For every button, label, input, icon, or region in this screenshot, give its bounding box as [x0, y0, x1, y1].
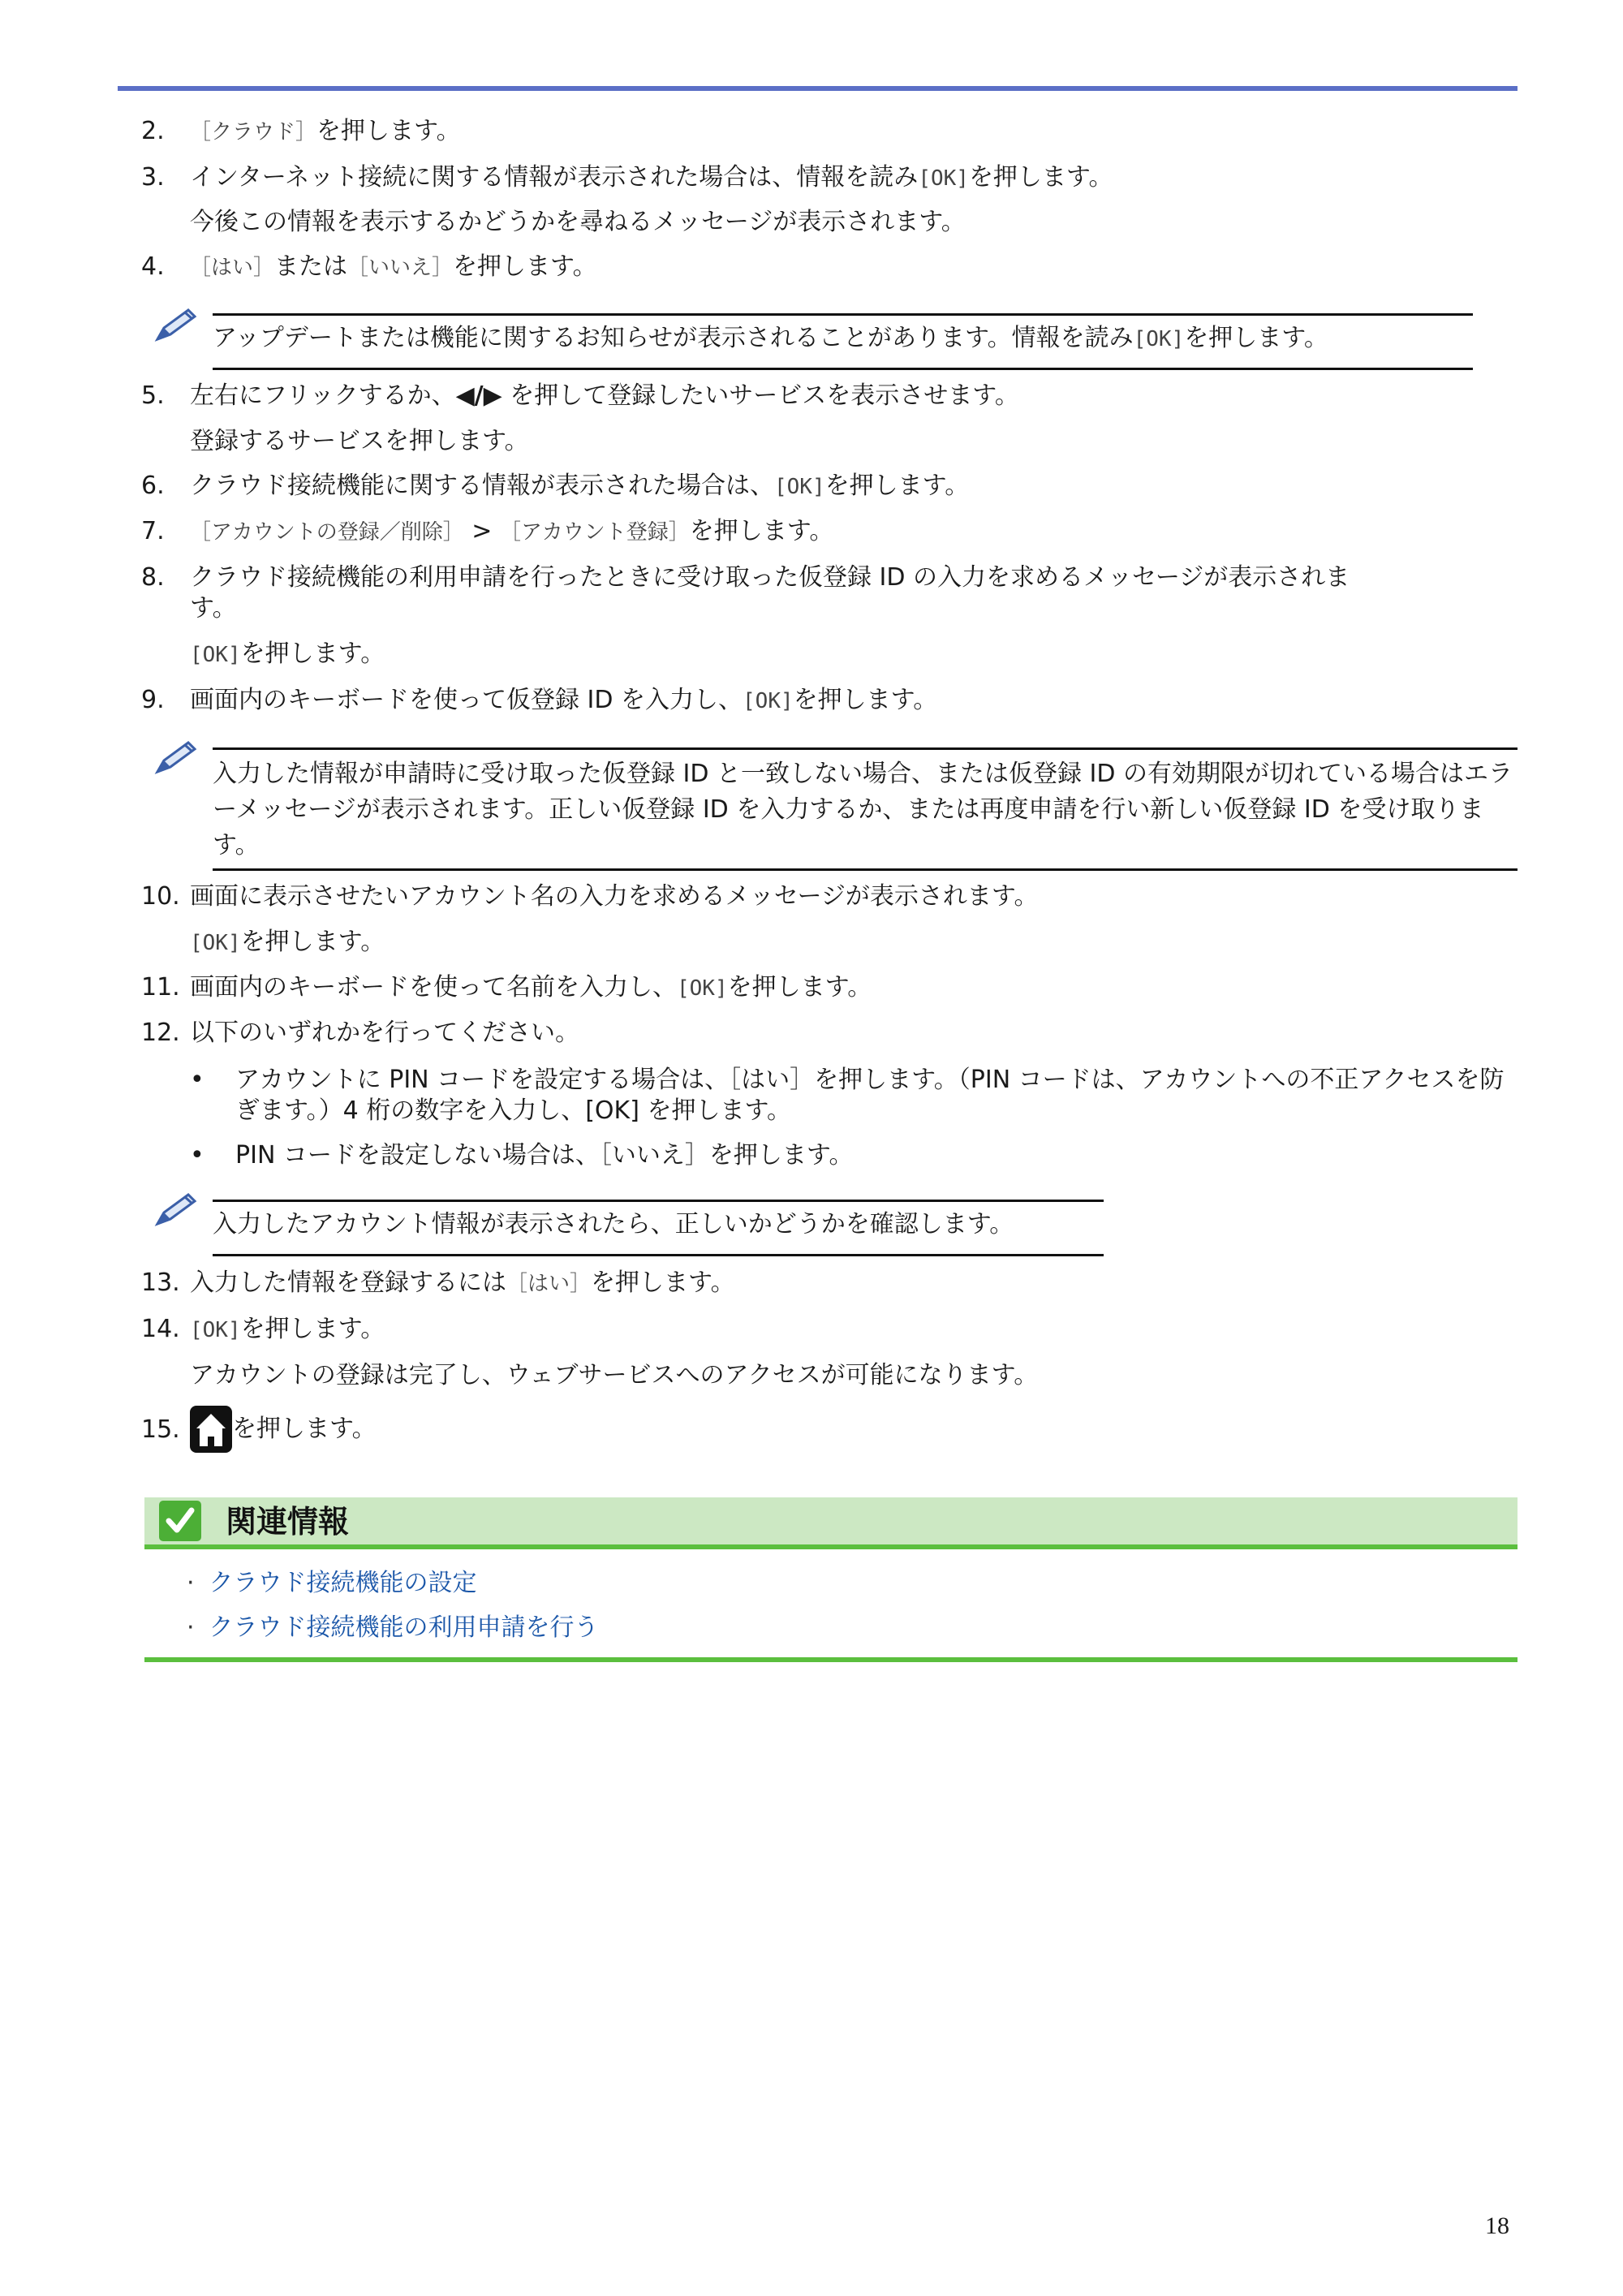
step-text	[190, 1269, 735, 1299]
step-text-part: インターネット接続に関する情報が表示された場合は、情報を読み	[190, 163, 919, 192]
step-text	[190, 1406, 377, 1453]
step-text	[190, 117, 461, 147]
related-info-heading: 関連情報	[226, 1504, 350, 1540]
note-confirm-account	[213, 1200, 1104, 1256]
button-name: ［はい］	[190, 256, 275, 280]
step-number: 3.	[141, 163, 165, 192]
step-8-continuation	[190, 640, 385, 670]
button-name: ［クラウド］	[190, 120, 317, 144]
button-name: [OK]	[190, 931, 241, 955]
button-name: [OK]	[918, 166, 969, 191]
step-text-part: を押します。	[727, 973, 872, 1002]
step-text	[190, 163, 1113, 193]
step-text-part: を押します。	[453, 252, 597, 281]
arrow-keys-icon: ◀/▶	[455, 381, 502, 410]
pencil-icon	[153, 1191, 201, 1227]
note-text-part: アップデートまたは機能に関するお知らせが表示されることがあります。情報を読み	[213, 324, 1134, 352]
step-14-continuation: アカウントの登録は完了し、ウェブサービスへのアクセスが可能になります。	[190, 1361, 1039, 1389]
step-number: 8.	[141, 563, 165, 592]
step-text: 以下のいずれかを行ってください。	[190, 1019, 579, 1047]
bullet-text: アカウントに PIN コードを設定する場合は、［はい］を押します。（PIN コードは、アカウントへの不正アクセスを防ぎます。）4 桁の数字を入力し、[OK] を押します。	[235, 1066, 1505, 1125]
step-text-part: クラウド接続機能に関する情報が表示された場合は、	[190, 472, 774, 500]
bullet-dot: •	[190, 1141, 204, 1170]
note-text-part: を押します。	[1184, 324, 1328, 352]
step-text-part: を押します。	[240, 640, 385, 668]
step-number: 6.	[141, 472, 165, 500]
bullet-text: PIN コードを設定しない場合は、［いいえ］を押します。	[235, 1141, 854, 1170]
step-text-part: を押します。	[689, 517, 834, 545]
link-bullet: ·	[187, 1569, 195, 1597]
top-rule	[118, 86, 1518, 91]
step-text-part: を押します。	[591, 1269, 735, 1297]
pencil-icon	[153, 739, 201, 775]
step-text-part: 画面内のキーボードを使って仮登録 ID を入力し、	[190, 686, 743, 714]
related-link-settings[interactable]	[187, 1569, 477, 1598]
related-link-apply[interactable]	[187, 1613, 599, 1643]
step-text-part: を押します。	[968, 163, 1113, 192]
step-number: 5.	[141, 381, 165, 410]
step-text	[190, 1315, 385, 1345]
step-10-continuation	[190, 928, 385, 958]
button-name: ［アカウント登録］	[499, 520, 690, 545]
step-text-part: を押します。	[240, 928, 385, 956]
button-name: [OK]	[677, 976, 728, 1001]
button-name: [OK]	[190, 1318, 241, 1342]
step-text-line-1: クラウド接続機能の利用申請を行ったときに受け取った仮登録 ID の入力を求めるメッセージが表示されま	[190, 563, 1350, 592]
step-text	[190, 472, 969, 502]
button-name: [OK]	[743, 689, 794, 713]
step-text-part: を押します。	[793, 686, 938, 714]
step-text	[190, 686, 937, 716]
pencil-icon	[153, 307, 201, 342]
home-icon	[190, 1406, 232, 1453]
step-number: 4.	[141, 252, 165, 281]
button-name: ［アカウントの登録／削除］	[190, 520, 464, 545]
step-text	[190, 973, 872, 1003]
step-text-part: を押して登録したいサービスを表示させます。	[510, 381, 1019, 410]
button-name: ［いいえ］	[347, 256, 454, 280]
step-number: 7.	[141, 517, 165, 545]
step-number: 13.	[141, 1269, 180, 1297]
step-number: 10.	[141, 882, 180, 911]
step-number: 9.	[141, 686, 165, 714]
step-text	[190, 381, 1019, 411]
button-name: [OK]	[190, 643, 241, 667]
step-5-continuation: 登録するサービスを押します。	[190, 427, 529, 455]
note-update-info	[213, 313, 1473, 370]
bullet-dot: •	[190, 1066, 204, 1094]
step-number: 12.	[141, 1019, 180, 1047]
step-text-part: を押します。	[232, 1415, 377, 1443]
step-text-part: 左右にフリックするか、	[190, 381, 456, 410]
step-8-line-2: す。	[190, 594, 237, 622]
note-text	[213, 324, 1328, 352]
button-name: [OK]	[1133, 327, 1185, 351]
step-text-part: を押します。	[316, 117, 461, 145]
note-text: 入力したアカウント情報が表示されたら、正しいかどうかを確認します。	[213, 1210, 1014, 1238]
related-info-header	[144, 1497, 1518, 1549]
step-text: 画面に表示させたいアカウント名の入力を求めるメッセージが表示されます。	[190, 882, 1039, 911]
step-text-part: を押します。	[240, 1315, 385, 1343]
link-label[interactable]: クラウド接続機能の設定	[209, 1569, 477, 1597]
note-text: 入力した情報が申請時に受け取った仮登録 ID と一致しない場合、または仮登録 ID の有効期限が切れている場合はエラーメッセージが表示されます。正しい仮登録 ID を入力するか、または再度申請を行い新しい仮登録 ID を受け取ります。	[213, 760, 1513, 859]
link-label[interactable]: クラウド接続機能の利用申請を行う	[209, 1613, 599, 1642]
separator: >	[463, 517, 500, 545]
link-bullet: ·	[187, 1613, 195, 1642]
step-text-part: 画面内のキーボードを使って名前を入力し、	[190, 973, 677, 1002]
button-name: ［はい］	[506, 1272, 592, 1296]
step-text-part: を押します。	[824, 472, 970, 500]
step-text	[190, 517, 833, 547]
step-text	[190, 252, 597, 282]
checkmark-icon	[159, 1501, 201, 1541]
note-id-mismatch	[213, 747, 1518, 871]
bottom-rule	[144, 1657, 1518, 1662]
step-3-continuation: 今後この情報を表示するかどうかを尋ねるメッセージが表示されます。	[190, 208, 966, 236]
step-text-part: または	[274, 252, 348, 281]
step-number: 2.	[141, 117, 165, 145]
step-number: 15.	[141, 1415, 180, 1444]
step-number: 14.	[141, 1315, 180, 1343]
page-number: 18	[1485, 2212, 1509, 2239]
step-text-part: 入力した情報を登録するには	[190, 1269, 506, 1297]
step-number: 11.	[141, 973, 180, 1002]
button-name: [OK]	[774, 475, 825, 499]
